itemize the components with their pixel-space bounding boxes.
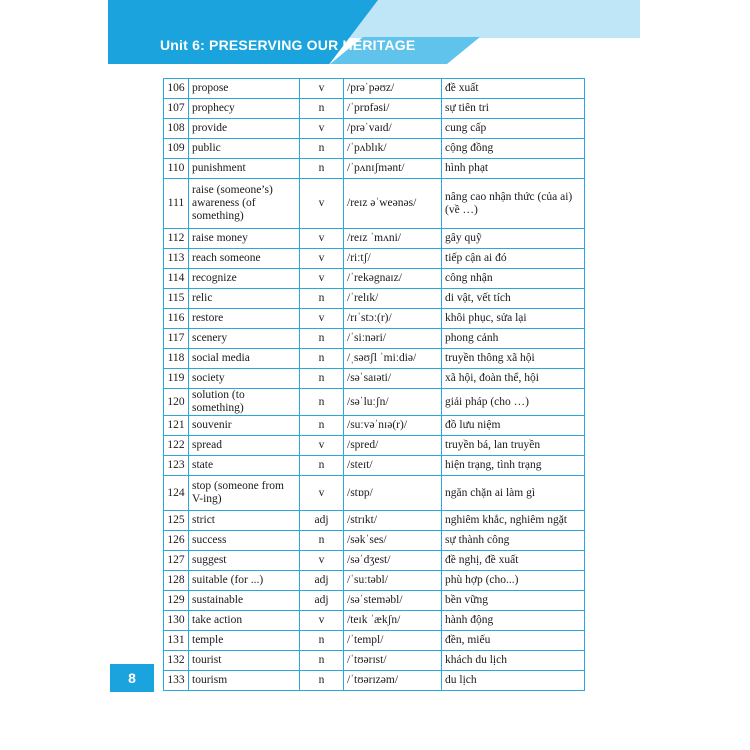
entry-number: 128 — [164, 571, 189, 591]
entry-number: 106 — [164, 79, 189, 99]
entry-part-of-speech: v — [300, 249, 344, 269]
entry-number: 127 — [164, 551, 189, 571]
entry-pronunciation: /prəˈpəʊz/ — [344, 79, 442, 99]
entry-part-of-speech: n — [300, 369, 344, 389]
entry-meaning: truyền thông xã hội — [442, 349, 585, 369]
entry-pronunciation: /ˈpʌnɪʃmənt/ — [344, 159, 442, 179]
entry-meaning: sự thành công — [442, 531, 585, 551]
entry-part-of-speech: adj — [300, 591, 344, 611]
entry-word: take action — [189, 611, 300, 631]
entry-part-of-speech: v — [300, 119, 344, 139]
entry-word: recognize — [189, 269, 300, 289]
entry-pronunciation: /spred/ — [344, 436, 442, 456]
table-row — [164, 456, 585, 476]
entry-number: 129 — [164, 591, 189, 611]
table-row — [164, 591, 585, 611]
entry-meaning: phong cảnh — [442, 329, 585, 349]
entry-meaning: tiếp cận ai đó — [442, 249, 585, 269]
entry-meaning: đề nghị, đề xuất — [442, 551, 585, 571]
entry-part-of-speech: n — [300, 456, 344, 476]
entry-number: 116 — [164, 309, 189, 329]
table-row — [164, 551, 585, 571]
table-row — [164, 611, 585, 631]
entry-word: propose — [189, 79, 300, 99]
table-row — [164, 476, 585, 511]
entry-word: solution (to something) — [189, 389, 300, 416]
entry-meaning: hiện trạng, tình trạng — [442, 456, 585, 476]
entry-pronunciation: /teɪk ˈækʃn/ — [344, 611, 442, 631]
entry-number: 110 — [164, 159, 189, 179]
table-row — [164, 416, 585, 436]
entry-pronunciation: /ˈsuːtəbl/ — [344, 571, 442, 591]
entry-pronunciation: /ˈtempl/ — [344, 631, 442, 651]
entry-number: 123 — [164, 456, 189, 476]
entry-pronunciation: /rɪˈstɔː(r)/ — [344, 309, 442, 329]
entry-part-of-speech: n — [300, 349, 344, 369]
table-row — [164, 249, 585, 269]
entry-meaning: du lịch — [442, 671, 585, 691]
entry-meaning: công nhận — [442, 269, 585, 289]
table-row — [164, 349, 585, 369]
table-row — [164, 229, 585, 249]
table-row — [164, 79, 585, 99]
entry-part-of-speech: n — [300, 416, 344, 436]
entry-word: scenery — [189, 329, 300, 349]
entry-number: 113 — [164, 249, 189, 269]
entry-word: stop (someone from V-ing) — [189, 476, 300, 511]
entry-pronunciation: /səˈsaɪəti/ — [344, 369, 442, 389]
table-row — [164, 436, 585, 456]
entry-part-of-speech: n — [300, 99, 344, 119]
entry-part-of-speech: v — [300, 179, 344, 229]
entry-meaning: bền vững — [442, 591, 585, 611]
table-row — [164, 269, 585, 289]
entry-pronunciation: /stɒp/ — [344, 476, 442, 511]
entry-word: public — [189, 139, 300, 159]
entry-number: 109 — [164, 139, 189, 159]
page-number: 8 — [110, 664, 154, 692]
entry-word: sustainable — [189, 591, 300, 611]
entry-word: provide — [189, 119, 300, 139]
entry-pronunciation: /ˌsəʊʃl ˈmiːdiə/ — [344, 349, 442, 369]
entry-meaning: đền, miếu — [442, 631, 585, 651]
entry-number: 118 — [164, 349, 189, 369]
table-row — [164, 389, 585, 416]
entry-meaning: khôi phục, sửa lại — [442, 309, 585, 329]
entry-number: 122 — [164, 436, 189, 456]
entry-pronunciation: /riːtʃ/ — [344, 249, 442, 269]
table-row — [164, 511, 585, 531]
entry-word: tourism — [189, 671, 300, 691]
entry-part-of-speech: n — [300, 671, 344, 691]
entry-part-of-speech: n — [300, 139, 344, 159]
table-row — [164, 571, 585, 591]
entry-meaning: sự tiên tri — [442, 99, 585, 119]
entry-number: 120 — [164, 389, 189, 416]
table-row — [164, 531, 585, 551]
vocabulary-table — [163, 78, 585, 691]
entry-part-of-speech: n — [300, 651, 344, 671]
table-row — [164, 671, 585, 691]
entry-pronunciation: /suːvəˈnɪə(r)/ — [344, 416, 442, 436]
entry-meaning: khách du lịch — [442, 651, 585, 671]
entry-pronunciation: /prəˈvaɪd/ — [344, 119, 442, 139]
table-row — [164, 159, 585, 179]
entry-meaning: hình phạt — [442, 159, 585, 179]
entry-part-of-speech: adj — [300, 571, 344, 591]
table-row — [164, 119, 585, 139]
entry-pronunciation: /ˈpʌblɪk/ — [344, 139, 442, 159]
table-row — [164, 369, 585, 389]
entry-word: prophecy — [189, 99, 300, 119]
table-row — [164, 329, 585, 349]
entry-number: 114 — [164, 269, 189, 289]
entry-word: suggest — [189, 551, 300, 571]
entry-word: success — [189, 531, 300, 551]
entry-word: social media — [189, 349, 300, 369]
entry-pronunciation: /səˈsteməbl/ — [344, 591, 442, 611]
table-row — [164, 179, 585, 229]
entry-meaning: cộng đồng — [442, 139, 585, 159]
table-row — [164, 651, 585, 671]
unit-title: Unit 6: PRESERVING OUR HERITAGE — [160, 37, 416, 53]
entry-word: restore — [189, 309, 300, 329]
vocabulary-table-body — [164, 79, 585, 691]
entry-number: 111 — [164, 179, 189, 229]
entry-meaning: đồ lưu niệm — [442, 416, 585, 436]
entry-part-of-speech: v — [300, 551, 344, 571]
entry-number: 107 — [164, 99, 189, 119]
entry-meaning: ngăn chặn ai làm gì — [442, 476, 585, 511]
header-banner — [108, 0, 378, 64]
entry-meaning: nâng cao nhận thức (của ai) (về …) — [442, 179, 585, 229]
table-row — [164, 99, 585, 119]
entry-meaning: nghiêm khắc, nghiêm ngặt — [442, 511, 585, 531]
entry-meaning: gây quỹ — [442, 229, 585, 249]
entry-word: souvenir — [189, 416, 300, 436]
entry-pronunciation: /steɪt/ — [344, 456, 442, 476]
entry-word: society — [189, 369, 300, 389]
entry-word: tourist — [189, 651, 300, 671]
entry-part-of-speech: n — [300, 531, 344, 551]
entry-meaning: đề xuất — [442, 79, 585, 99]
entry-pronunciation: /strɪkt/ — [344, 511, 442, 531]
entry-number: 133 — [164, 671, 189, 691]
entry-part-of-speech: n — [300, 289, 344, 309]
entry-pronunciation: /ˈrelɪk/ — [344, 289, 442, 309]
entry-part-of-speech: v — [300, 476, 344, 511]
entry-word: raise money — [189, 229, 300, 249]
entry-word: temple — [189, 631, 300, 651]
entry-pronunciation: /ˈtʊərɪzəm/ — [344, 671, 442, 691]
entry-word: punishment — [189, 159, 300, 179]
entry-part-of-speech: v — [300, 309, 344, 329]
table-row — [164, 631, 585, 651]
entry-word: suitable (for ...) — [189, 571, 300, 591]
entry-part-of-speech: v — [300, 79, 344, 99]
entry-word: spread — [189, 436, 300, 456]
entry-part-of-speech: v — [300, 229, 344, 249]
entry-meaning: giải pháp (cho …) — [442, 389, 585, 416]
entry-word: strict — [189, 511, 300, 531]
entry-pronunciation: /reɪz əˈweənəs/ — [344, 179, 442, 229]
entry-pronunciation: /reɪz ˈmʌni/ — [344, 229, 442, 249]
entry-pronunciation: /ˈprɒfəsi/ — [344, 99, 442, 119]
table-row — [164, 289, 585, 309]
entry-number: 125 — [164, 511, 189, 531]
entry-word: reach someone — [189, 249, 300, 269]
entry-pronunciation: /ˈsiːnəri/ — [344, 329, 442, 349]
entry-meaning: xã hội, đoàn thể, hội — [442, 369, 585, 389]
entry-number: 124 — [164, 476, 189, 511]
entry-number: 112 — [164, 229, 189, 249]
entry-word: raise (someone’s) awareness (of something) — [189, 179, 300, 229]
entry-part-of-speech: n — [300, 631, 344, 651]
entry-meaning: di vật, vết tích — [442, 289, 585, 309]
entry-part-of-speech: n — [300, 329, 344, 349]
entry-pronunciation: /ˈtʊərɪst/ — [344, 651, 442, 671]
entry-number: 130 — [164, 611, 189, 631]
entry-pronunciation: /səˈdʒest/ — [344, 551, 442, 571]
table-row — [164, 139, 585, 159]
entry-number: 132 — [164, 651, 189, 671]
entry-number: 119 — [164, 369, 189, 389]
entry-word: relic — [189, 289, 300, 309]
entry-pronunciation: /səkˈses/ — [344, 531, 442, 551]
entry-part-of-speech: n — [300, 389, 344, 416]
entry-number: 117 — [164, 329, 189, 349]
entry-part-of-speech: v — [300, 436, 344, 456]
table-row — [164, 309, 585, 329]
entry-number: 121 — [164, 416, 189, 436]
entry-pronunciation: /ˈrekəgnaɪz/ — [344, 269, 442, 289]
entry-number: 115 — [164, 289, 189, 309]
entry-part-of-speech: adj — [300, 511, 344, 531]
entry-word: state — [189, 456, 300, 476]
entry-meaning: phù hợp (cho...) — [442, 571, 585, 591]
entry-number: 126 — [164, 531, 189, 551]
entry-number: 108 — [164, 119, 189, 139]
entry-part-of-speech: v — [300, 269, 344, 289]
entry-meaning: cung cấp — [442, 119, 585, 139]
entry-meaning: truyền bá, lan truyền — [442, 436, 585, 456]
entry-part-of-speech: v — [300, 611, 344, 631]
entry-number: 131 — [164, 631, 189, 651]
entry-meaning: hành động — [442, 611, 585, 631]
entry-pronunciation: /səˈluːʃn/ — [344, 389, 442, 416]
entry-part-of-speech: n — [300, 159, 344, 179]
